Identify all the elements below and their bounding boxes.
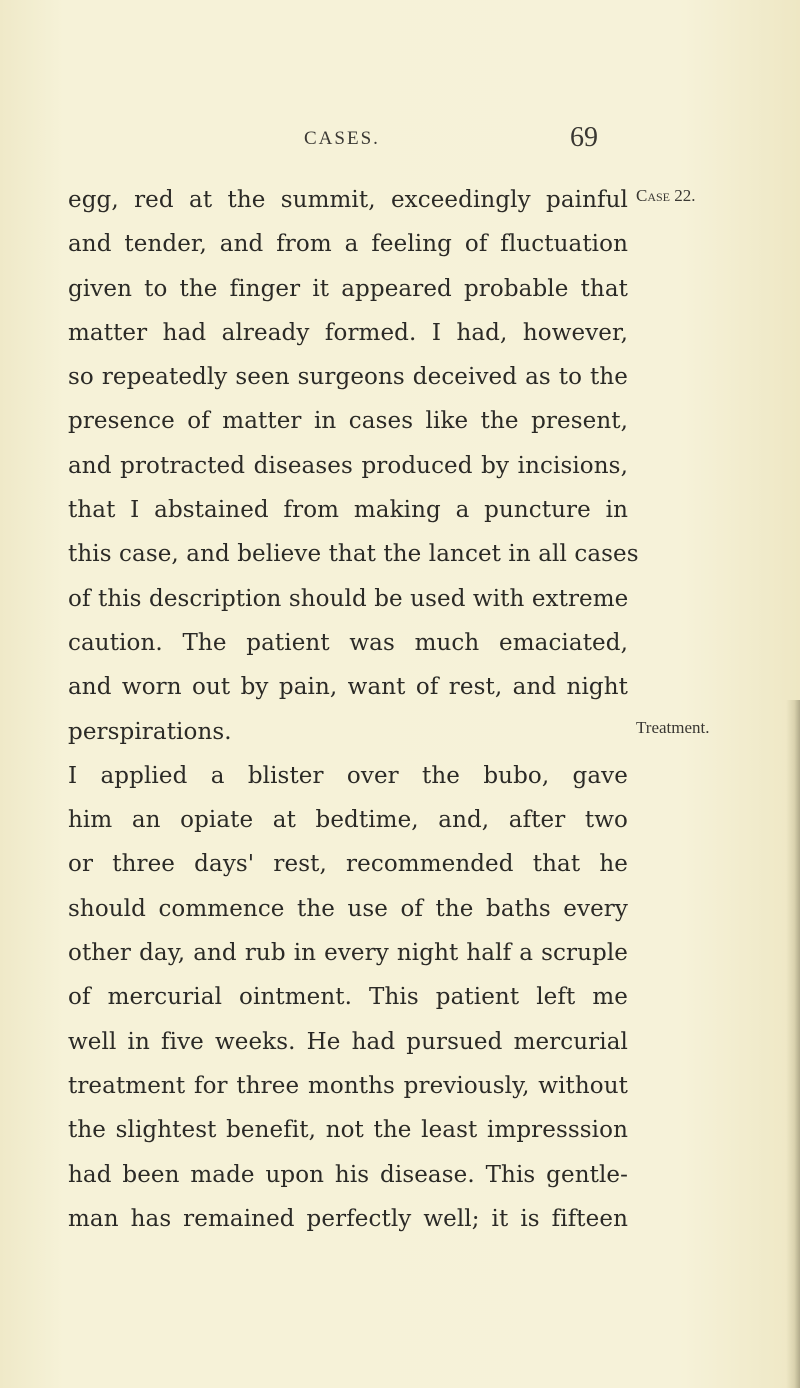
text-line: that I abstained from making a puncture in xyxy=(68,497,628,524)
running-title: CASES. xyxy=(304,128,380,149)
text-line: well in five weeks. He had pursued mercurial xyxy=(68,1028,628,1055)
text-line: matter had already formed. I had, however, xyxy=(68,319,628,346)
text-line: man has remained perfectly well; it is fifteen xyxy=(68,1205,628,1232)
body-text xyxy=(68,178,639,1241)
text-line: treatment for three months previously, without xyxy=(68,1072,628,1099)
page-number: 69 xyxy=(570,122,598,153)
margin-note-treatment: Treatment. xyxy=(636,718,710,737)
text-line: caution. The patient was much emaciated, xyxy=(68,629,628,656)
text-line: should commence the use of the baths every xyxy=(68,895,628,922)
margin-note-case: Case 22. xyxy=(636,186,696,205)
text-line: presence of matter in cases like the present, xyxy=(68,408,628,435)
text-line: perspirations. xyxy=(68,718,232,745)
text-line: of this description should be used with extreme xyxy=(68,585,629,612)
text-line: of mercurial ointment. This patient left me xyxy=(68,984,628,1011)
text-line: had been made upon his disease. This gentle- xyxy=(68,1161,628,1188)
running-head xyxy=(0,122,800,168)
text-line: or three days' rest, recommended that he xyxy=(68,851,628,878)
text-line: this case, and believe that the lancet in all cases xyxy=(68,541,639,568)
text-line: given to the finger it appeared probable that xyxy=(68,275,628,302)
text-line: and worn out by pain, want of rest, and night xyxy=(68,674,628,701)
text-line: the slightest benefit, not the least impresssion xyxy=(68,1117,628,1144)
text-line: egg, red at the summit, exceedingly painful xyxy=(68,187,628,213)
text-line: I applied a blister over the bubo, gave xyxy=(68,762,628,789)
text-line: him an opiate at bedtime, and, after two xyxy=(68,807,628,834)
text-line: other day, and rub in every night half a scruple xyxy=(68,940,628,967)
text-line: and tender, and from a feeling of fluctuation xyxy=(68,231,628,258)
text-line: and protracted diseases produced by incisions, xyxy=(68,452,628,479)
text-line: so repeatedly seen surgeons deceived as to the xyxy=(68,364,628,391)
page-edge-shadow xyxy=(786,700,800,1388)
